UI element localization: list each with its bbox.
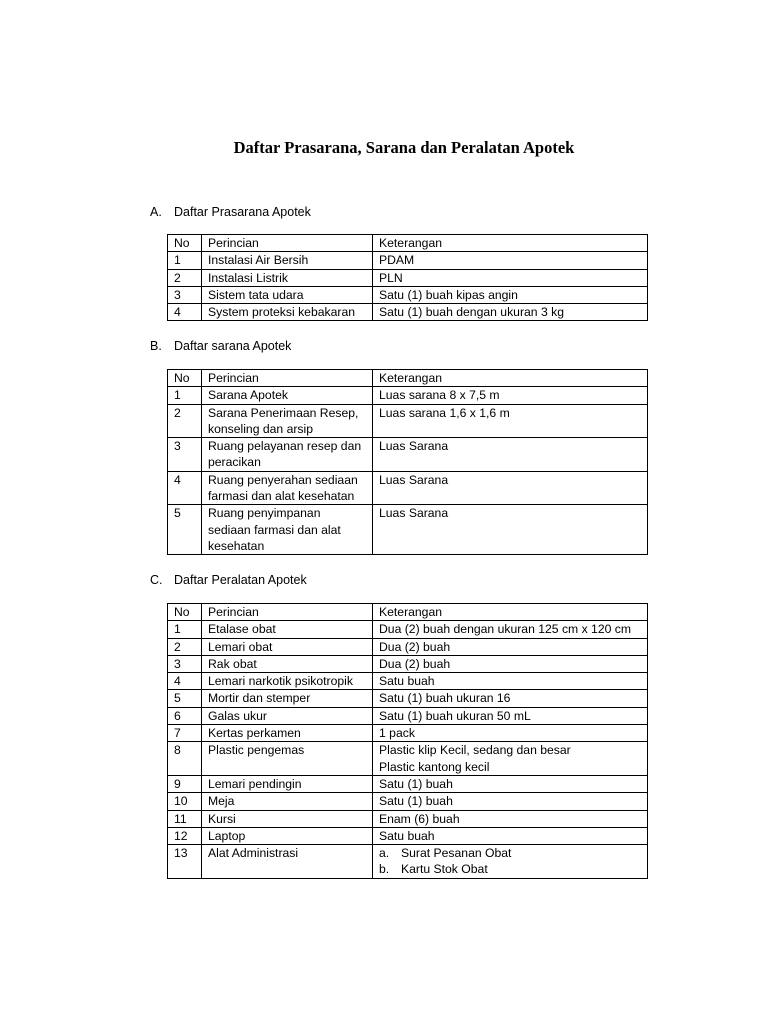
row-no: 2 xyxy=(168,269,202,286)
header-keterangan: Keterangan xyxy=(373,604,648,621)
row-keterangan: Dua (2) buah xyxy=(373,638,648,655)
row-no: 2 xyxy=(168,638,202,655)
row-keterangan: Satu (1) buah xyxy=(373,775,648,792)
row-keterangan: Satu (1) buah xyxy=(373,793,648,810)
row-keterangan: Enam (6) buah xyxy=(373,810,648,827)
table-row xyxy=(168,404,648,438)
header-no: No xyxy=(168,235,202,252)
table-row xyxy=(168,673,648,690)
row-perincian: Lemari pendingin xyxy=(202,775,373,792)
table-row xyxy=(168,304,648,321)
table-header-row xyxy=(168,370,648,387)
section-letter: A. xyxy=(150,205,162,219)
row-no: 1 xyxy=(168,621,202,638)
peralatan-table xyxy=(167,603,648,879)
table-row xyxy=(168,655,648,672)
row-perincian: Etalase obat xyxy=(202,621,373,638)
list-marker: b. xyxy=(379,862,390,877)
row-keterangan: Luas sarana 1,6 x 1,6 m xyxy=(373,404,648,438)
row-keterangan: Dua (2) buah xyxy=(373,655,648,672)
table-row xyxy=(168,845,648,879)
table-row xyxy=(168,621,648,638)
table-row xyxy=(168,707,648,724)
header-perincian: Perincian xyxy=(202,370,373,387)
row-no: 2 xyxy=(168,404,202,438)
row-no: 5 xyxy=(168,690,202,707)
row-perincian: Kertas perkamen xyxy=(202,725,373,742)
row-perincian: Kursi xyxy=(202,810,373,827)
row-no: 3 xyxy=(168,438,202,472)
row-no: 11 xyxy=(168,810,202,827)
row-no: 10 xyxy=(168,793,202,810)
row-perincian: System proteksi kebakaran xyxy=(202,304,373,321)
header-no: No xyxy=(168,370,202,387)
row-perincian: Galas ukur xyxy=(202,707,373,724)
row-perincian: Meja xyxy=(202,793,373,810)
keterangan-line: Plastic kantong kecil xyxy=(379,759,490,774)
row-keterangan: Luas Sarana xyxy=(373,505,648,555)
table-row xyxy=(168,252,648,269)
row-no: 1 xyxy=(168,387,202,404)
table-row xyxy=(168,269,648,286)
row-perincian: Mortir dan stemper xyxy=(202,690,373,707)
row-perincian: Instalasi Air Bersih xyxy=(202,252,373,269)
row-perincian: Laptop xyxy=(202,827,373,844)
row-perincian: Lemari narkotik psikotropik xyxy=(202,673,373,690)
row-keterangan xyxy=(373,845,648,879)
header-perincian: Perincian xyxy=(202,235,373,252)
table-row xyxy=(168,775,648,792)
header-keterangan: Keterangan xyxy=(373,370,648,387)
row-keterangan xyxy=(373,742,648,776)
section-title: Daftar Peralatan Apotek xyxy=(174,573,307,587)
section-title: Daftar Prasarana Apotek xyxy=(174,205,311,219)
section-c-heading xyxy=(150,573,307,587)
row-perincian: Lemari obat xyxy=(202,638,373,655)
row-keterangan: 1 pack xyxy=(373,725,648,742)
row-no: 12 xyxy=(168,827,202,844)
section-letter: C. xyxy=(150,573,163,587)
table-header-row xyxy=(168,604,648,621)
row-no: 9 xyxy=(168,775,202,792)
row-no: 3 xyxy=(168,655,202,672)
table-row xyxy=(168,690,648,707)
sarana-table xyxy=(167,369,648,555)
table-row xyxy=(168,725,648,742)
row-keterangan: Satu (1) buah kipas angin xyxy=(373,286,648,303)
row-keterangan: Satu (1) buah ukuran 50 mL xyxy=(373,707,648,724)
row-no: 4 xyxy=(168,304,202,321)
keterangan-list-item xyxy=(379,861,641,877)
section-b-heading xyxy=(150,339,291,353)
row-keterangan: Satu buah xyxy=(373,827,648,844)
row-keterangan: PLN xyxy=(373,269,648,286)
row-no: 4 xyxy=(168,673,202,690)
row-perincian: Sarana Penerimaan Resep, konseling dan arsip xyxy=(202,404,373,438)
row-no: 5 xyxy=(168,505,202,555)
document-title: Daftar Prasarana, Sarana dan Peralatan Apotek xyxy=(233,138,575,157)
row-no: 13 xyxy=(168,845,202,879)
row-keterangan: Satu (1) buah ukuran 16 xyxy=(373,690,648,707)
row-perincian: Alat Administrasi xyxy=(202,845,373,879)
list-text: Surat Pesanan Obat xyxy=(401,846,512,861)
table-row xyxy=(168,438,648,472)
row-perincian: Ruang penyerahan sediaan farmasi dan alat kesehatan xyxy=(202,471,373,505)
row-perincian: Sarana Apotek xyxy=(202,387,373,404)
table-row xyxy=(168,742,648,776)
row-keterangan: Luas sarana 8 x 7,5 m xyxy=(373,387,648,404)
row-perincian: Instalasi Listrik xyxy=(202,269,373,286)
row-keterangan: Luas Sarana xyxy=(373,471,648,505)
header-perincian: Perincian xyxy=(202,604,373,621)
row-no: 4 xyxy=(168,471,202,505)
table-row xyxy=(168,471,648,505)
row-no: 6 xyxy=(168,707,202,724)
row-perincian: Plastic pengemas xyxy=(202,742,373,776)
table-row xyxy=(168,810,648,827)
row-no: 3 xyxy=(168,286,202,303)
row-no: 8 xyxy=(168,742,202,776)
table-row xyxy=(168,286,648,303)
row-no: 1 xyxy=(168,252,202,269)
row-keterangan: Dua (2) buah dengan ukuran 125 cm x 120 cm xyxy=(373,621,648,638)
row-keterangan: PDAM xyxy=(373,252,648,269)
row-perincian: Ruang pelayanan resep dan peracikan xyxy=(202,438,373,472)
list-marker: a. xyxy=(379,846,390,861)
header-keterangan: Keterangan xyxy=(373,235,648,252)
row-perincian: Ruang penyimpanan sediaan farmasi dan alat kesehatan xyxy=(202,505,373,555)
section-a-heading xyxy=(150,205,311,219)
header-no: No xyxy=(168,604,202,621)
table-row xyxy=(168,505,648,555)
prasarana-table xyxy=(167,234,648,321)
table-row xyxy=(168,387,648,404)
section-title: Daftar sarana Apotek xyxy=(174,339,292,353)
table-row xyxy=(168,827,648,844)
keterangan-list-item xyxy=(379,845,641,861)
row-perincian: Rak obat xyxy=(202,655,373,672)
keterangan-line: Plastic klip Kecil, sedang dan besar xyxy=(379,743,571,758)
table-row xyxy=(168,793,648,810)
list-text: Kartu Stok Obat xyxy=(401,862,488,877)
table-header-row xyxy=(168,235,648,252)
row-perincian: Sistem tata udara xyxy=(202,286,373,303)
table-row xyxy=(168,638,648,655)
row-no: 7 xyxy=(168,725,202,742)
row-keterangan: Luas Sarana xyxy=(373,438,648,472)
row-keterangan: Satu (1) buah dengan ukuran 3 kg xyxy=(373,304,648,321)
section-letter: B. xyxy=(150,339,162,353)
row-keterangan: Satu buah xyxy=(373,673,648,690)
